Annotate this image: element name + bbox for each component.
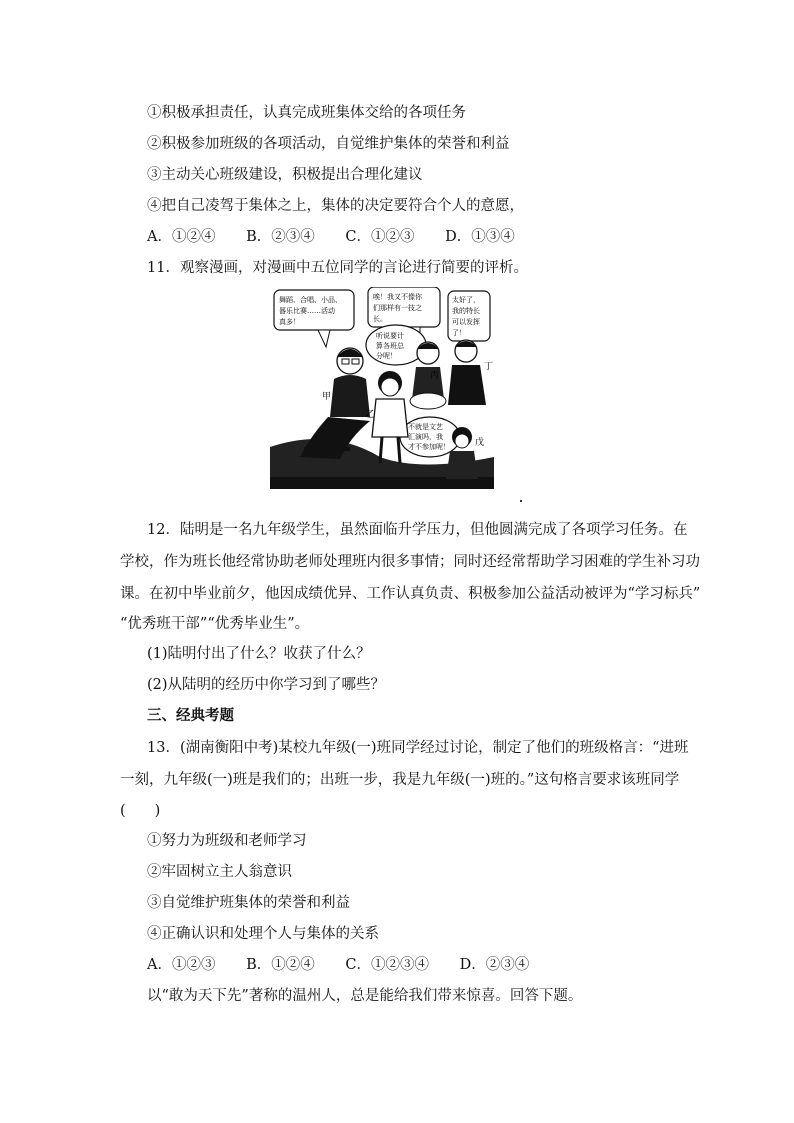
q12-line-4: “优秀班干部”“优秀毕业生”。 — [120, 616, 310, 632]
bubble-4-line-3: 分呢！ — [376, 352, 397, 360]
q11-stem: 11．观察漫画，对漫画中五位同学的言论进行简要的评析。 — [147, 260, 528, 276]
section-title: 三、经典考题 — [147, 707, 234, 724]
label-yi: 乙 — [366, 410, 376, 420]
q13-option-2: ②牢固树立主人翁意识 — [147, 864, 292, 880]
bubble-1-line-2: 器乐比赛……活动 — [279, 307, 335, 315]
q14-intro: 以“敢为天下先”著称的温州人，总是能给我们带来惊喜。回答下题。 — [147, 988, 583, 1004]
bubble-2-line-1: 唉！我又不像你 — [373, 293, 422, 301]
q10-option-1: ①积极承担责任，认真完成班集体交给的各项任务 — [147, 105, 466, 121]
bubble-2-line-2: 们那样有一技之 — [373, 304, 422, 312]
q12-sub-2: (2)从陆明的经历中你学习到了哪些？ — [147, 677, 386, 693]
q10-choice-c: C．①②③ — [345, 229, 415, 245]
q13-choices — [147, 955, 555, 975]
bubble-5-line-2: 汇演吗，我 — [408, 433, 443, 441]
q13-option-1: ①努力为班级和老师学习 — [147, 833, 307, 849]
bubble-4-line-1: 听说要计 — [376, 332, 404, 340]
label-ding: 丁 — [484, 362, 494, 372]
q10-option-3: ③主动关心班级建设，积极提出合理化建议 — [147, 167, 423, 183]
q13-option-3: ③自觉维护班集体的荣誉和利益 — [147, 895, 350, 911]
bubble-5-line-1: 不就是文艺 — [408, 423, 443, 431]
bubble-2-line-3: 长。 — [373, 315, 387, 323]
q13-choice-a: A．①②③ — [147, 957, 216, 973]
q13-choice-d: D．②③④ — [459, 957, 530, 973]
q12-line-1: 12．陆明是一名九年级学生，虽然面临升学压力，但他圆满完成了各项学习任务。在 — [147, 522, 688, 538]
label-wu: 戊 — [475, 438, 485, 448]
bubble-1-line-1: 舞蹈、合唱、小品、 — [279, 296, 342, 304]
label-bing: 丙 — [430, 371, 440, 381]
q10-option-2: ②积极参加班级的各项活动，自觉维护集体的荣誉和利益 — [147, 136, 510, 152]
cartoon-image — [270, 287, 494, 489]
bubble-1-line-3: 真多！ — [279, 318, 300, 326]
bubble-3-line-4: 了！ — [452, 329, 466, 337]
q13-line-2: 一刻，九年级(一)班是我们的；出班一步，我是九年级(一)班的。”这句格言要求该班同学 — [120, 772, 680, 788]
q12-sub-1: (1)陆明付出了什么？收获了什么？ — [147, 646, 371, 662]
q10-choice-d: D．①③④ — [445, 229, 515, 245]
q12-line-2: 学校，作为班长他经常协助老师处理班内很多事情；同时还经常帮助学习困难的学生补习功 — [120, 554, 700, 570]
bubble-4-line-2: 算各班总 — [376, 342, 404, 350]
bubble-3-line-3: 可以发挥 — [452, 318, 480, 326]
stray-dot — [520, 500, 522, 502]
q10-choice-b: B．②③④ — [246, 229, 315, 245]
q13-choice-b: B．①②④ — [246, 957, 315, 973]
bubble-3-line-1: 太好了， — [452, 296, 480, 304]
bubble-3-line-2: 我的特长 — [452, 307, 480, 315]
q13-line-3: ( ) — [120, 803, 161, 819]
q10-choice-a: A．①②④ — [147, 229, 216, 245]
label-jia: 甲 — [322, 392, 332, 402]
q13-line-1: 13．(湖南衡阳中考)某校九年级(一)班同学经过讨论，制定了他们的班级格言：“进班 — [147, 740, 689, 756]
bubble-5-line-3: 才不参加呢！ — [408, 443, 450, 451]
q13-choice-c: C．①②③④ — [345, 957, 429, 973]
q10-choices — [147, 227, 541, 247]
q12-line-3: 课。在初中毕业前夕，他因成绩优异、工作认真负责、积极参加公益活动被评为“学习标兵” — [120, 586, 701, 602]
q10-option-4: ④把自己凌驾于集体之上，集体的决定要符合个人的意愿， — [147, 198, 524, 214]
q13-option-4: ④正确认识和处理个人与集体的关系 — [147, 926, 379, 942]
